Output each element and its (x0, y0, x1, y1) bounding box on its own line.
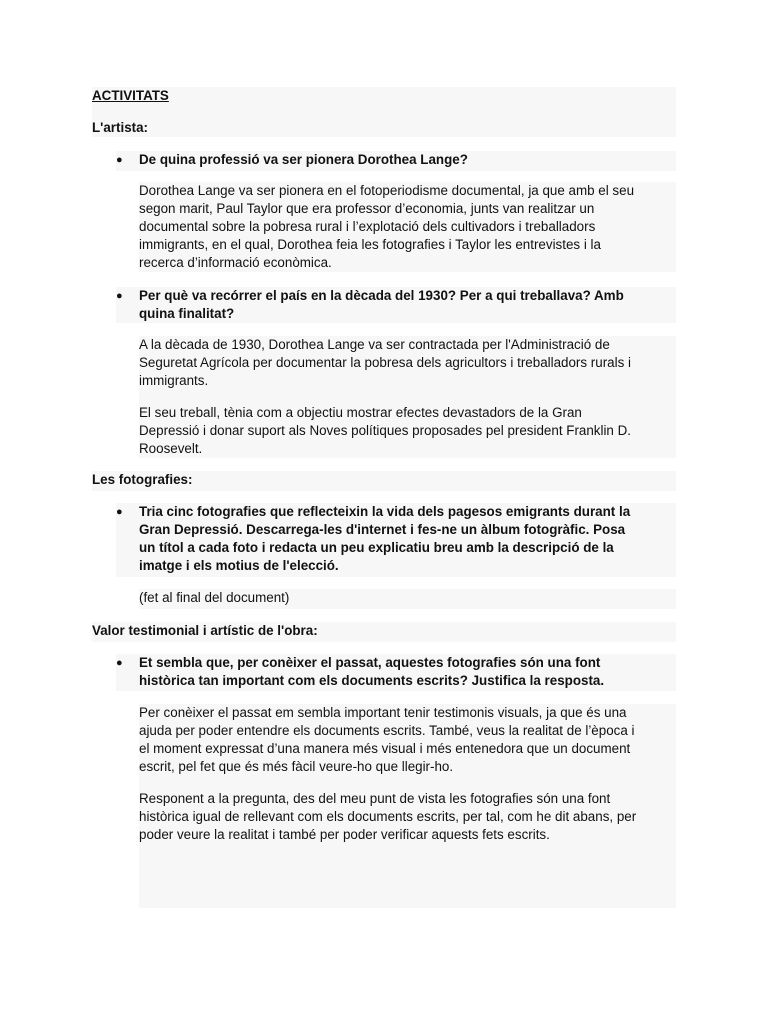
answer-fotografies-1 (139, 589, 676, 609)
section-title-valor (92, 622, 676, 642)
answer-line: immigrants, en el qual, Dorothea feia les fotografies i Taylor les entrevistes i la (139, 237, 601, 252)
answer-line: Seguretat Agrícola per documentar la pobresa dels agricultors i treballadors rurals i (139, 355, 631, 370)
question-line: Per què va recórrer el país en la dècada del 1930? Per a qui treballava? Amb (139, 288, 624, 303)
answer-line: Responent a la pregunta, des del meu punt de vista les fotografies són una font (139, 791, 611, 806)
section-title-fotografies (92, 471, 676, 491)
answer-valor-1 (139, 704, 676, 908)
answer-line: documental sobre la pobresa rural i l’explotació dels cultivadors i treballadors (139, 219, 596, 234)
section-title-artista: L'artista: (92, 120, 149, 135)
question-artista-1 (116, 151, 676, 171)
bullet-icon: ● (116, 506, 123, 518)
question-line: un títol a cada foto i redacta un peu explicatiu breu amb la descripció de la (139, 540, 614, 555)
question-text: De quina professió va ser pionera Dorothea Lange? (139, 152, 468, 167)
section-title-text: Valor testimonial i artístic de l'obra: (92, 623, 318, 638)
question-line: Gran Depressió. Descarrega-les d'internet i fes-ne un àlbum fotogràfic. Posa (139, 522, 626, 537)
section-title-text: Les fotografies: (92, 472, 193, 487)
question-line: Tria cinc fotografies que reflecteixin la vida dels pagesos emigrants durant la (139, 504, 631, 519)
answer-line: segon marit, Paul Taylor que era professor d’economia, junts van realitzar un (139, 201, 595, 216)
question-line: imatge i els motius de l'elecció. (139, 558, 339, 573)
answer-artista-1 (139, 182, 676, 272)
answer-line: immigrants. (139, 373, 209, 388)
answer-line: ajuda per poder entendre els documents escrits. També, veus la realitat de l’època i (139, 723, 635, 738)
answer-line: Depressió i donar suport als Noves polítiques proposades pel president Franklin D. (139, 423, 631, 438)
question-line: històrica tan important com els documents escrits? Justifica la resposta. (139, 673, 605, 688)
question-valor-1 (116, 654, 676, 691)
question-fotografies-1 (116, 503, 676, 577)
answer-line: Per conèixer el passat em sembla important tenir testimonis visuals, ja que és una (139, 705, 627, 720)
answer-line: històrica igual de rellevant com els documents escrits, per tal, com he dit abans, per (139, 809, 637, 824)
answer-line: escrit, pel fet que és més fàcil veure-ho que llegir-ho. (139, 759, 454, 774)
question-line: Et sembla que, per conèixer el passat, aquestes fotografies són una font (139, 655, 601, 670)
question-line: quina finalitat? (139, 306, 235, 321)
answer-artista-2 (139, 336, 676, 458)
answer-line: A la dècada de 1930, Dorothea Lange va ser contractada per l'Administració de (139, 337, 610, 352)
answer-line: poder veure la realitat i també per poder verificar aquests fets escrits. (139, 827, 550, 842)
question-artista-2 (116, 287, 676, 323)
bullet-icon: ● (116, 657, 123, 669)
bullet-icon: ● (116, 154, 123, 166)
page-title: ACTIVITATS (92, 88, 169, 103)
answer-line: Dorothea Lange va ser pionera en el fotoperiodisme documental, ja que amb el seu (139, 183, 635, 198)
bullet-icon: ● (116, 290, 123, 302)
answer-line: recerca d’informació econòmica. (139, 255, 332, 270)
answer-line: el moment expressat d’una manera més visual i més entenedora que un document (139, 741, 631, 756)
answer-line: Roosevelt. (139, 441, 203, 456)
answer-line: (fet al final del document) (139, 590, 290, 605)
answer-line: El seu treball, tènia com a objectiu mostrar efectes devastadors de la Gran (139, 405, 582, 420)
